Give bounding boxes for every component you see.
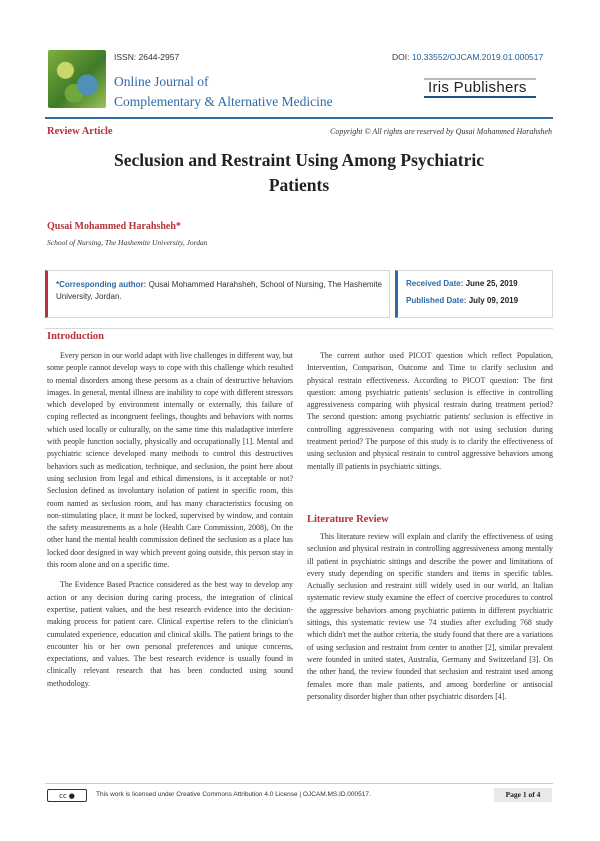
publisher-logo xyxy=(424,78,536,98)
cc-by-icon[interactable] xyxy=(47,789,87,802)
footer-divider xyxy=(45,783,553,784)
doi-link[interactable]: 10.33552/OJCAM.2019.01.000517 xyxy=(411,52,544,62)
received-date xyxy=(406,279,518,288)
section-divider xyxy=(45,328,553,329)
received-label: Received Date: xyxy=(406,279,464,288)
correspondence-detail: Qusai Mohammed Harahsheh, School of Nursing, The Hashemite University, Jordan. xyxy=(56,280,382,301)
article-type: Review Article xyxy=(47,126,113,137)
intro-paragraph-2: The Evidence Based Practice considered as the best way to develop any action or any decision during caring process, the integration of clinical expertise, patient values, and the best research evidence into the decision-making process for patient care. Clinical expertise refers to the clinician's cumulated experience, education and clinical skills. The patient brings to the encounter his or her own personal preferences and unique concerns, expectations, and values. The best research evidence is usually found in clinically relevant research that has been conducted using sound methodology. xyxy=(47,580,293,688)
published-value: July 09, 2019 xyxy=(468,296,519,305)
author-name: Qusai Mohammed Harahsheh* xyxy=(47,221,181,232)
person-icon: ● xyxy=(68,791,75,800)
left-column xyxy=(47,350,293,698)
literature-paragraph-1: This literature review will explain and clarify the effectiveness of using seclusion and physical restrain in controlling aggressiveness among mentally ill patient in psychiatric sittings and describe the power and limitations of every study depending on specific standers and items in specific tables. Actually seclusion and restraint still widely used in our world, an Italian systematic review study examine the effect of coercive procedures to control the aggressive behaviors among psychiatric patients in different psychiatric sittings, this systematic review use 74 studies after excluding 768 study which didn't met the author criteria, the study found that there are a variations of using seclusion and restraint from center to another [2], similar prevalent were founded in united states, Australia, Germany and Switzerland [3]. On the other hand, the review founded that seclusion and restraint used among females more than male patients, and among borderline or antisocial personality disorder higher than other psychiatric disorders [4]. xyxy=(307,532,553,701)
journal-line-1: Online Journal of xyxy=(114,74,209,89)
published-date xyxy=(406,296,518,305)
title-line-1: Seclusion and Restraint Using Among Psychiatric xyxy=(114,150,484,170)
header-divider xyxy=(45,117,553,119)
intro-paragraph-3: The current author used PICOT question which reflect Population, Intervention, Comparison, Outcome and Time to clarify seclusion and physical restrain effectiveness. According to PICOT question: The first question: among psychiatric patients' seclusion is effective in controlling aggressiveness comparing with physical restrain during treatment period? The second question: among psychiatric patients' seclusion is effective in controlling aggressiveness comparing with not using seclusion during treatment period? The purpose of this study is to clarify the effectiveness of using seclusion and physical restrain to control aggressive behaviors among mentally ill patients in psychiatric sittings. xyxy=(307,351,553,471)
license-text: This work is licensed under Creative Commons Attribution 4.0 License | OJCAM.MS.ID.000517. xyxy=(96,791,371,798)
correspondence-label: *Corresponding author: xyxy=(56,280,147,289)
journal-line-2: Complementary & Alternative Medicine xyxy=(114,94,333,109)
right-column-lower xyxy=(307,531,553,711)
dates-box xyxy=(395,270,553,318)
title-line-2: Patients xyxy=(268,175,330,195)
publisher-name: Iris Publishers xyxy=(428,79,527,96)
doi xyxy=(392,52,543,62)
published-label: Published Date: xyxy=(406,296,467,305)
page-number: Page 1 of 4 xyxy=(494,788,552,802)
received-value: June 25, 2019 xyxy=(465,279,518,288)
journal-cover-image xyxy=(48,50,106,108)
author-affiliation: School of Nursing, The Hashemite University, Jordan xyxy=(47,238,208,247)
literature-review-heading: Literature Review xyxy=(307,514,389,525)
correspondence-text xyxy=(56,279,382,302)
journal-name xyxy=(114,72,333,112)
article-title xyxy=(45,148,553,198)
intro-paragraph-1: Every person in our world adapt with live challenges in different way, but some people cannot develop ways to cope with this challenge which resulted to mental disorders among these persons as a chain of destructive behaviors images. In general, mental illness are inability to cope with different stressors which developed by environment internally or externally, this failure of coping reflected as incongruent feelings, thoughts and behaviors with norms which used locally or culturally, on the same time this maladaptive interfere with people function socially, physically and occupationally [1]. Mental and psychiatric science developed many methods to control this destructives behaviors such as medication, technique, and seclusion, the point here about using seclusion from legal and ethical dimensions, is it acceptable or not? Seclusion defined as involuntary isolation of patient in specific room, this room named as seclusion room, and has many characteristics focusing on non-stimulating place, it must be locked, supervised by window, and contain the safety measurements as a hole (Health Care Commission, 2008), On the other hand the mental health commission defined the seclusion as a place has locked door designed in way which prevent going outside, this person stay in this room alone and on a specific time. xyxy=(47,351,293,570)
cc-label: cc xyxy=(59,791,67,800)
introduction-heading: Introduction xyxy=(47,331,104,342)
right-column xyxy=(307,350,553,481)
correspondence-box xyxy=(45,270,390,318)
copyright: Copyright © All rights are reserved by Qusai Mohammed Harahsheh xyxy=(330,127,552,136)
issn: ISSN: 2644-2957 xyxy=(114,52,180,62)
doi-label: DOI: xyxy=(392,52,410,62)
